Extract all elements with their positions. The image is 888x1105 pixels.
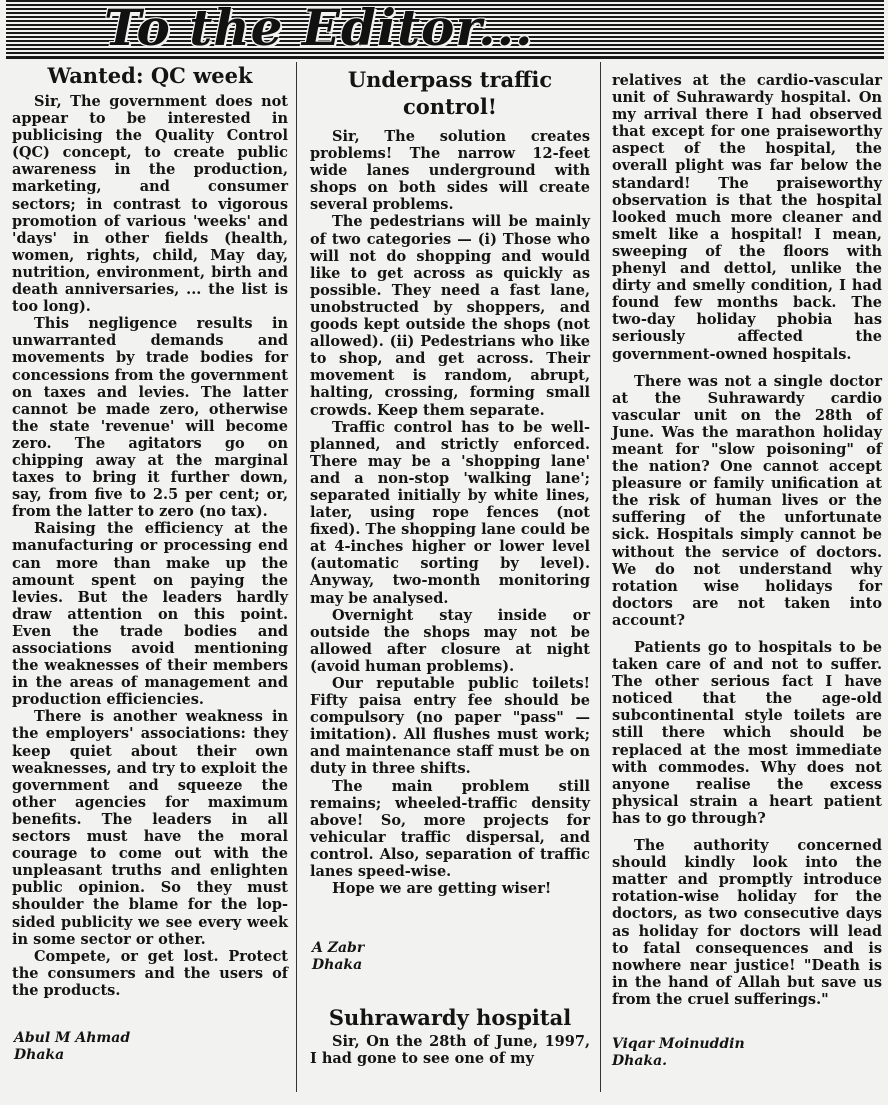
letter-paragraph: Our reputable public toilets! Fifty paisa entry fee should be compulsory (no paper "pass" — imitation). All flushes must work; and maintenance staff must be on duty in three shifts. xyxy=(310,675,590,778)
letter-paragraph: The authority concerned should kindly look into the matter and promptly introduce rotation-wise holiday for the doctors, as two consecutive days as holiday for doctors will lead to fatal consequences and is nowhere near justice! "Death is in the hand of Allah but save us from the cruel sufferings." xyxy=(612,837,882,1008)
letter-qc-week xyxy=(12,62,288,999)
letter-suhrawardy-start xyxy=(310,1004,590,1067)
letter-paragraph: Traffic control has to be well-planned, and strictly enforced. There may be a 'shopping lane' and a non-stop 'walking lane'; separated initially by white lines, later, using rope fences (not fixed). The shopping lane could be at 4-inches higher or lower level (automatic sorting by level). Anyway, two-month monitoring may be analysed. xyxy=(310,418,590,607)
headline-line: control! xyxy=(402,94,498,119)
column-divider xyxy=(600,62,601,1092)
letter-paragraph: This negligence results in unwarranted demands and movements by trade bodies for concessions from the government on taxes and levies. The latter cannot be made zero, otherwise the state 'revenue' will become zero. The agitators go on chipping away at the marginal taxes to bring it further down, say, from five to 2.5 per cent; or, from the latter to zero (no tax). xyxy=(12,315,288,521)
letter-signature xyxy=(14,1030,254,1064)
letter-paragraph: Hope we are getting wiser! xyxy=(332,880,552,898)
signature-place: Dhaka xyxy=(14,1047,65,1063)
column-divider xyxy=(296,62,297,1092)
letter-signature xyxy=(312,940,552,974)
headline-line: Underpass traffic xyxy=(347,67,553,92)
letter-paragraph: Sir, On the 28th of June, 1997, I had gone to see one of my xyxy=(310,1033,590,1068)
signature-place: Dhaka xyxy=(312,957,363,973)
section-banner xyxy=(6,0,884,59)
letter-paragraph: There is another weakness in the employers' associations: they keep quiet about their own weaknesses, and try to exploit the government and squeeze the other agencies for maximum benefits. The leaders in all sectors must have the moral courage to come out with the unpleasant truths and enlighten public opinion. So they must shoulder the blame for the lop-sided publicity we see every week in some sector or other. xyxy=(12,708,288,948)
letter-paragraph: Compete, or get lost. Protect the consumers and the users of the products. xyxy=(12,947,288,999)
letter-paragraph: Patients go to hospitals to be taken care of and not to suffer. The other serious fact I have noticed that the age-old subcontinental style toilets are still there which should be replaced at the most immediate with commodes. Why does not anyone realise the excess physical strain a heart patient has to go through? xyxy=(612,639,882,827)
letter-signature xyxy=(612,1036,852,1070)
signature-name: Abul M Ahmad xyxy=(14,1030,131,1046)
letter-paragraph: Sir, The government does not appear to be interested in publicising the Quality Control (QC) concept, to create public awareness in the production, marketing, and consumer sectors; in contrast to vigorous promotion of various 'weeks' and 'days' in other fields (health, women, rights, child, May day, nutrition, environment, birth and death anniversaries, ... the list is too long). xyxy=(12,93,288,316)
letter-paragraph: Raising the efficiency at the manufacturing or processing end can more than make up the amount spent on paying the levies. But the leaders hardly draw attention on this point. Even the trade bodies and associations avoid mentioning the weaknesses of their members in the areas of management and production efficiencies. xyxy=(12,520,288,709)
letter-paragraph: relatives at the cardio-vascular unit of Suhrawardy hospital. On my arrival there I had observed that except for one praiseworthy aspect of the hospital, the overall plight was far below the standard! The praiseworthy observation is that the hospital looked much more cleaner and smelt like a hospital! I mean, sweeping of the floors with phenyl and dettol, unlike the dirty and smelly condition, I had found few months back. The two-day holiday phobia has seriously affected the government-owned hospitals. xyxy=(612,72,882,363)
letter-paragraph: Overnight stay inside or outside the shops may not be allowed after closure at night (avoid human problems). xyxy=(310,606,590,675)
banner-title: To the Editor... xyxy=(104,0,534,57)
letter-underpass xyxy=(310,66,590,897)
signature-name: Viqar Moinuddin xyxy=(612,1036,745,1052)
letter-headline: Wanted: QC week xyxy=(47,63,253,88)
letter-paragraph: Sir, The solution creates problems! The narrow 12-feet wide lanes underground with shops on both sides will create several problems. xyxy=(310,128,590,214)
letter-headline: Suhrawardy hospital xyxy=(328,1005,572,1030)
letter-paragraph: The pedestrians will be mainly of two categories — (i) Those who will not do shopping and would like to get across as quickly as possible. They need a fast lane, unobstructed by shoppers, and goods kept outside the shops (not allowed). (ii) Pedestrians who like to shop, and get across. Their movement is random, abrupt, halting, crossing, forming small crowds. Keep them separate. xyxy=(310,213,590,419)
letter-paragraph: The main problem still remains; wheeled-traffic density above! So, more projects for vehicular traffic dispersal, and control. Also, separation of traffic lanes speed-wise. xyxy=(310,777,590,881)
letter-paragraph: There was not a single doctor at the Suhrawardy cardio vascular unit on the 28th of June. Was the marathon holiday meant for "slow poisoning" of the nation? One cannot accept pleasure or family unification at the risk of human lives or the suffering of the unfortunate sick. Hospitals simply cannot be without the service of doctors. We do not understand why rotation wise holidays for doctors are not taken into account? xyxy=(612,372,882,629)
letter-suhrawardy-continued xyxy=(612,72,882,1008)
signature-place: Dhaka. xyxy=(612,1053,668,1069)
signature-name: A Zabr xyxy=(312,940,365,956)
letter-headline xyxy=(310,66,590,120)
